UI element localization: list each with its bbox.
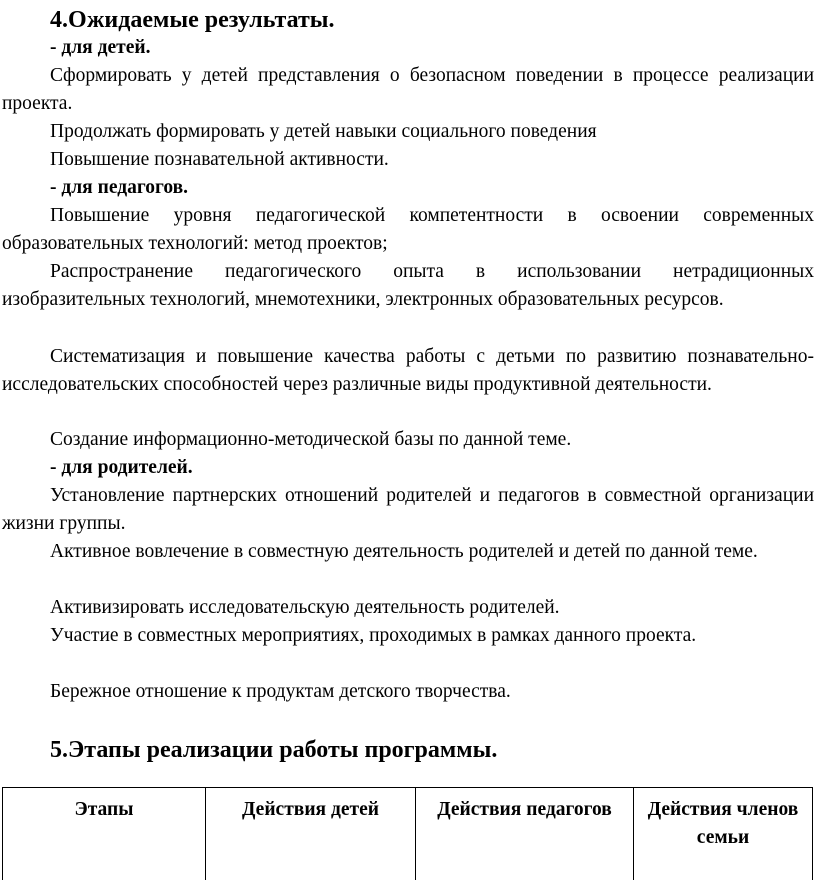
children-item: Продолжать формировать у детей навыки социального поведения [2,118,814,146]
parents-item: Участие в совместных мероприятиях, проходимых в рамках данного проекта. [2,622,814,650]
section-4-title: 4.Ожидаемые результаты. [50,6,335,34]
teachers-item: Повышение уровня педагогической компетентности в освоении современных образовательных технологий: метод проектов; [2,202,814,258]
teachers-item: Распространение педагогического опыта в использовании нетрадиционных изобразительных технологий, мнемотехники, электронных образовательных ресурсов. [2,258,814,314]
table-header-teachers-actions: Действия педагогов [416,788,634,880]
table-header-children-actions: Действия детей [206,788,416,880]
parents-item: Активизировать исследовательскую деятельность родителей. [2,594,814,622]
parents-heading: - для родителей. [50,454,193,482]
teachers-item: Систематизация и повышение качества работы с детьми по развитию познавательно-исследовательских способностей через различные виды продуктивной деятельности. [2,343,814,399]
parents-item: Бережное отношение к продуктам детского творчества. [2,678,814,706]
children-heading: - для детей. [50,34,150,62]
stages-table [2,787,813,880]
table-header-stages: Этапы [3,788,206,880]
teachers-heading: - для педагогов. [50,174,188,202]
section-5-title: 5.Этапы реализации работы программы. [50,736,497,764]
children-item: Сформировать у детей представления о безопасном поведении в процессе реализации проекта. [2,62,814,118]
table-header-family-actions: Действия членов семьи [634,788,813,880]
table-header-row [3,788,813,880]
parents-item: Активное вовлечение в совместную деятельность родителей и детей по данной теме. [2,538,814,566]
children-item: Повышение познавательной активности. [2,146,814,174]
teachers-item: Создание информационно-методической базы по данной теме. [2,426,814,454]
parents-item: Установление партнерских отношений родителей и педагогов в совместной организации жизни группы. [2,482,814,538]
